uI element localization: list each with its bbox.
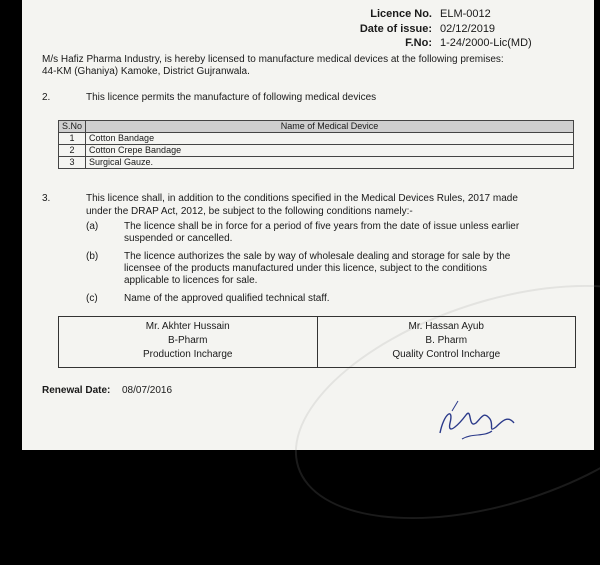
staff-name: Mr. Akhter Hussain: [145, 321, 230, 332]
date-of-issue-value: 02/12/2019: [440, 23, 496, 35]
condition-b-line-1: The licence authorizes the sale by way of wholesale dealing and storage for sale by the: [124, 251, 511, 262]
table-row: [59, 133, 574, 145]
section-3-line-2: under the DRAP Act, 2012, be subject to the following conditions namely:-: [86, 206, 413, 217]
licence-document: [22, 0, 594, 450]
section-3-number: 3.: [42, 193, 51, 204]
handwritten-signature: [432, 393, 532, 450]
row-sno: 3: [59, 157, 86, 169]
staff-role: Production Incharge: [142, 349, 233, 360]
production-staff-cell: [59, 317, 317, 367]
intro-line-2: 44-KM (Ghaniya) Kamoke, District Gujranwala.: [42, 66, 250, 77]
medical-devices-table: [58, 120, 574, 169]
device-name-header: Name of Medical Device: [86, 121, 574, 133]
condition-a-mark: (a): [86, 221, 99, 232]
condition-c-mark: (c): [86, 293, 98, 304]
staff-name: Mr. Hassan Ayub: [408, 321, 484, 332]
intro-line-1: M/s Hafiz Pharma Industry, is hereby licensed to manufacture medical devices at the following premises:: [42, 54, 504, 65]
section-3-line-1: This licence shall, in addition to the conditions specified in the Medical Devices Rules, 2017 made: [86, 193, 518, 204]
renewal-date-label: Renewal Date:: [42, 385, 111, 396]
section-2-text: This licence permits the manufacture of following medical devices: [86, 92, 377, 103]
date-of-issue-label: Date of issue:: [359, 23, 432, 35]
condition-a-line-1: The licence shall be in force for a period of five years from the date of issue unless earlier: [124, 221, 520, 232]
row-sno: 1: [59, 133, 86, 145]
condition-a-line-2: suspended or cancelled.: [124, 233, 233, 244]
table-header-row: [59, 121, 574, 133]
row-sno: 2: [59, 145, 86, 157]
staff-qualification: B. Pharm: [425, 335, 468, 346]
staff-qualification: B-Pharm: [168, 335, 208, 346]
quality-control-staff-cell: [317, 317, 576, 367]
section-2-number: 2.: [42, 92, 51, 103]
row-device-name: Surgical Gauze.: [86, 157, 574, 169]
condition-b-line-2: licensee of the products manufactured under this licence, subject to the conditions: [124, 263, 487, 274]
sno-header: S.No: [59, 121, 86, 133]
table-row: [59, 145, 574, 157]
licence-no-label: Licence No.: [370, 8, 432, 20]
file-no-label: F.No:: [405, 37, 432, 49]
file-no-value: 1-24/2000-Lic(MD): [440, 37, 532, 49]
technical-staff-table: [58, 316, 576, 368]
renewal-date-value: 08/07/2016: [122, 385, 173, 396]
condition-b-mark: (b): [86, 251, 99, 262]
staff-role: Quality Control Incharge: [392, 349, 501, 360]
condition-b-line-3: applicable to licences for sale.: [124, 275, 258, 286]
licence-no-value: ELM-0012: [440, 8, 491, 20]
row-device-name: Cotton Crepe Bandage: [86, 145, 574, 157]
table-row: [59, 157, 574, 169]
condition-c-line-1: Name of the approved qualified technical staff.: [124, 293, 330, 304]
row-device-name: Cotton Bandage: [86, 133, 574, 145]
